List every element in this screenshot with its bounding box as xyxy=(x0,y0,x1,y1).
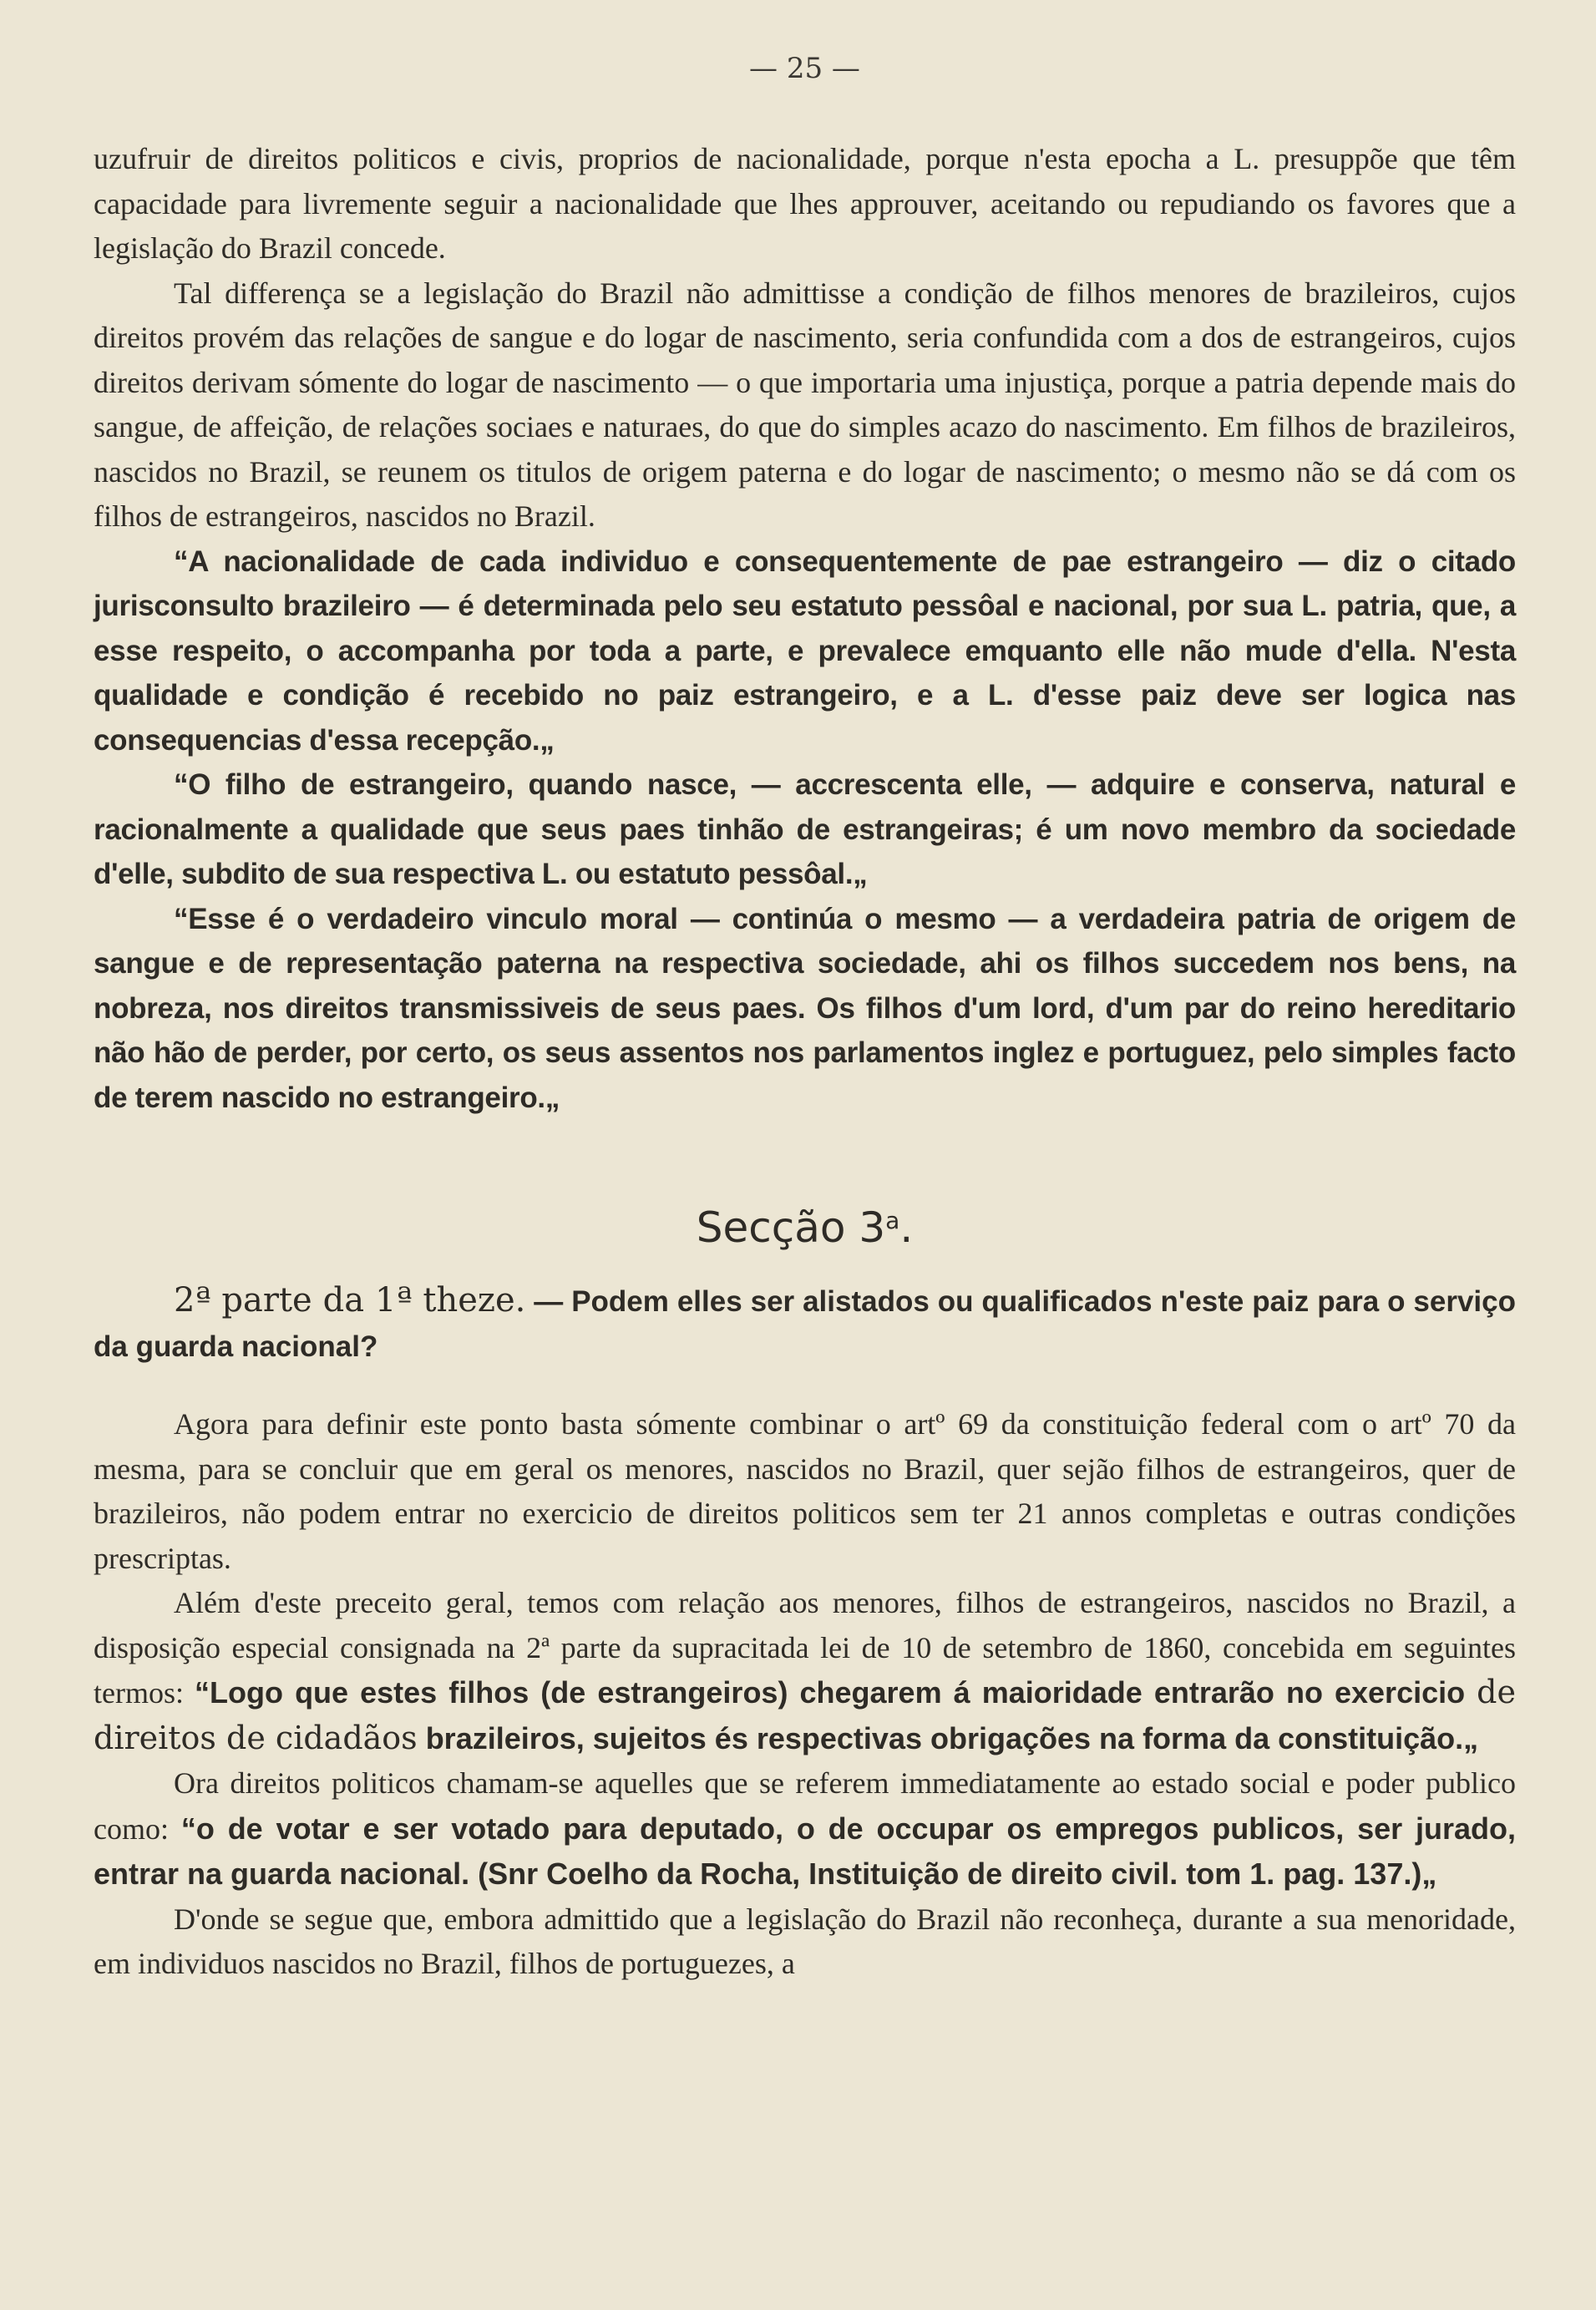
page-number: — 25 — xyxy=(749,52,860,85)
section-title xyxy=(94,1203,1516,1252)
paragraph-4-quote-a: “Logo que estes filhos (de estrangeiros) chegarem á maioridade entrarão no exercicio xyxy=(195,1675,1477,1710)
section-title-end: . xyxy=(899,1203,914,1252)
subheading-part-label: 2ª parte da 1ª theze. xyxy=(174,1281,526,1320)
quotation-2: “O filho de estrangeiro, quando nasce, — accrescenta elle, — adquire e conserva, natural e racionalmente a qualidade que seus paes tinhão de estrangeiras; é um novo membro da sociedade d'elle, subdito de sua respectiva L. ou estatuto pessôal.„ xyxy=(94,768,1516,890)
quotation-1: “A nacionalidade de cada individuo e consequentemente de pae estrangeiro — diz o citado jurisconsulto brazileiro — é determinada pelo seu estatuto pessôal e nacional, por sua L. patria, que, a esse respeito, o accompanha por toda a parte, e prevalece emquanto elle não mude d'ella. N'esta qualidade e condição é recebido no paiz estrangeiro, e a L. d'esse paiz deve ser logica nas consequencias d'essa recepção.„ xyxy=(94,545,1516,757)
paragraph-5-quote: “o de votar e ser votado para deputado, o de occupar os empregos publicos, ser jurado, entrar na guarda nacional. (Snr Coelho da Rocha, Instituição de direito civil. tom 1. pag. 137.)„ xyxy=(94,1811,1516,1891)
subheading-question: — Podem elles ser alistados ou qualificados n'este paiz para o serviço da guarda nacional? xyxy=(94,1285,1516,1363)
section-subheading xyxy=(94,1279,1516,1369)
paragraph-4-text: Além d'este preceito geral, temos com relação aos menores, filhos de estrangeiros, nascidos no Brazil, a disposição especial consignada na 2ª parte da supracitada lei de 10 de setembro de 1860, concebida em seguintes termos: xyxy=(94,1586,1516,1710)
paragraph-4-serif: de direitos de cidadãos xyxy=(94,1674,1516,1756)
paragraph-3: Agora para definir este ponto basta sómente combinar o artº 69 da constituição federal com o artº 70 da mesma, para se concluir que em geral os menores, nascidos no Brazil, quer sejão filhos de estrangeiros, quer de brazileiros, não podem entrar no exercicio de direitos politicos sem ter 21 annos completas e outras condições prescriptas. xyxy=(94,1407,1516,1575)
section-title-text: Secção 3 xyxy=(696,1203,886,1252)
paragraph-5 xyxy=(94,1761,1516,1897)
paragraph-1: uzufruir de direitos politicos e civis, proprios de nacionalidade, porque n'esta epocha a L. presuppõe que têm capacidade para livremente seguir a nacionalidade que lhes approuver, aceitando ou repudiando os favores que a legislação do Brazil concede. xyxy=(94,142,1516,265)
section-title-sup: a xyxy=(885,1207,900,1234)
paragraph-4 xyxy=(94,1581,1516,1761)
quotation-3: “Esse é o verdadeiro vinculo moral — continúa o mesmo — a verdadeira patria de origem de sangue e de representação paterna na respectiva sociedade, ahi os filhos succedem nos bens, na nobreza, nos direitos transmissiveis de seus paes. Os filhos d'um lord, d'um par do reino hereditario não hão de perder, por certo, os seus assentos nos parlamentos inglez e portuguez, pelo simples facto de terem nascido no estrangeiro.„ xyxy=(94,902,1516,1114)
paragraph-4-quote-b: brazileiros, sujeitos és respectivas obrigações na forma da constituição.„ xyxy=(417,1720,1479,1755)
paragraph-6: D'onde se segue que, embora admittido que a legislação do Brazil não reconheça, durante a sua menoridade, em individuos nascidos no Brazil, filhos de portuguezes, a xyxy=(94,1902,1516,1980)
paragraph-2: Tal differença se a legislação do Brazil não admittisse a condição de filhos menores de brazileiros, cujos direitos provém das relações de sangue e do logar de nascimento, seria confundida com a dos de estrangeiros, cujos direitos derivam sómente do logar de nascimento — o que importaria uma injustiça, porque a patria depende mais do sangue, de affeição, de relações sociaes e naturaes, do que do simples acazo do nascimento. Em filhos de brazileiros, nascidos no Brazil, se reunem os titulos de origem paterna e do logar de nascimento; o mesmo não se dá com os filhos de estrangeiros, nascidos no Brazil. xyxy=(94,276,1516,533)
paragraph-5-text: Ora direitos politicos chamam-se aquelles que se referem immediatamente ao estado social e poder publico como: xyxy=(94,1766,1516,1846)
